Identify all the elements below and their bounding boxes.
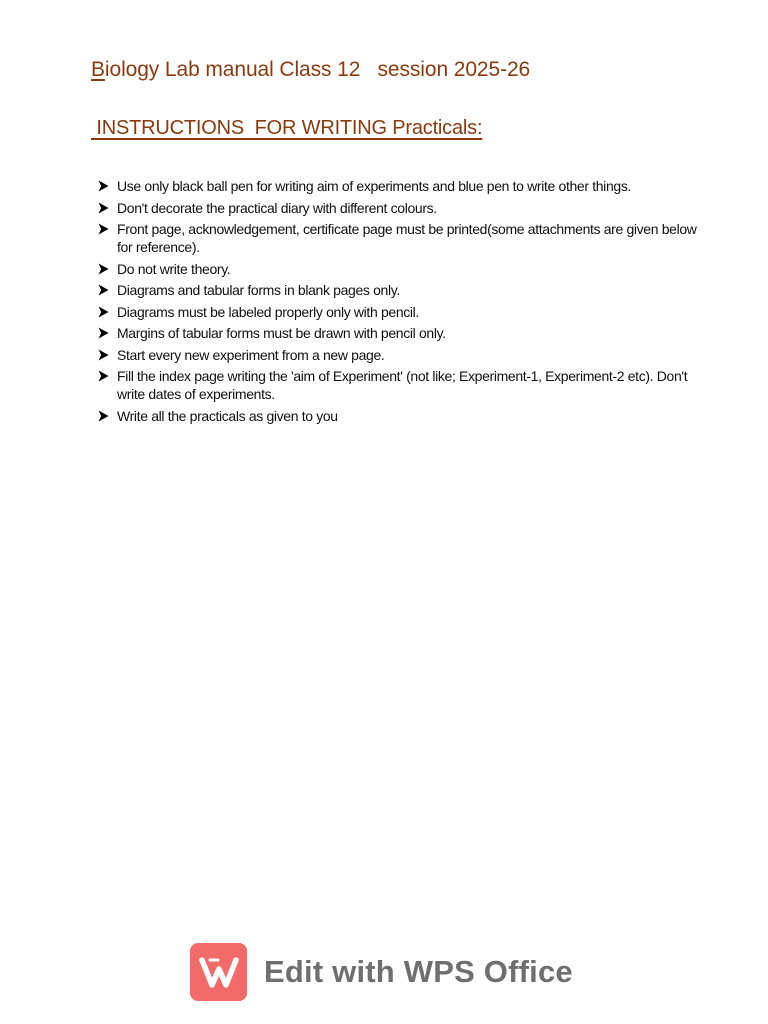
page-title-first-letter: B bbox=[91, 58, 105, 81]
list-item bbox=[98, 281, 703, 299]
instruction-text: Margins of tabular forms must be drawn with pencil only. bbox=[117, 325, 446, 341]
arrowhead-bullet-icon bbox=[98, 349, 109, 361]
list-item bbox=[98, 303, 703, 321]
arrowhead-bullet-icon bbox=[98, 223, 109, 235]
list-item bbox=[98, 220, 703, 256]
page-title-rest: iology Lab manual Class 12 session 2025-26 bbox=[104, 58, 531, 81]
list-item bbox=[98, 346, 703, 364]
wps-watermark[interactable] bbox=[190, 942, 573, 1002]
arrowhead-bullet-icon bbox=[98, 263, 109, 275]
list-item bbox=[98, 367, 703, 403]
instructions-heading: INSTRUCTIONS FOR WRITING Practicals: bbox=[91, 117, 483, 139]
watermark-text[interactable]: Edit with WPS Office bbox=[264, 954, 573, 989]
instruction-list bbox=[98, 177, 703, 428]
instruction-text: Fill the index page writing the 'aim of Experiment' (not like; Experiment-1, Experiment-2 etc). Don't write dates of experiments. bbox=[117, 368, 688, 402]
instruction-text: Front page, acknowledgement, certificate page must be printed(some attachments are given below for reference). bbox=[117, 221, 697, 255]
page-title bbox=[91, 58, 530, 82]
list-item bbox=[98, 260, 703, 278]
instruction-text: Do not write theory. bbox=[117, 260, 231, 277]
arrowhead-bullet-icon bbox=[98, 180, 109, 192]
list-item bbox=[98, 407, 703, 425]
arrowhead-bullet-icon bbox=[98, 327, 109, 339]
arrowhead-bullet-icon bbox=[98, 202, 109, 214]
instruction-text: Use only black ball pen for writing aim of experiments and blue pen to write other things. bbox=[117, 178, 632, 194]
instruction-text: Write all the practicals as given to you bbox=[117, 407, 338, 424]
list-item bbox=[98, 177, 703, 195]
instruction-text: Don't decorate the practical diary with different colours. bbox=[117, 199, 437, 216]
instruction-text: Diagrams must be labeled properly only with pencil. bbox=[117, 303, 419, 320]
arrowhead-bullet-icon bbox=[98, 284, 109, 296]
list-item bbox=[98, 199, 703, 217]
arrowhead-bullet-icon bbox=[98, 410, 109, 422]
instruction-text: Diagrams and tabular forms in blank pages only. bbox=[117, 282, 400, 298]
instruction-text: Start every new experiment from a new page. bbox=[117, 346, 385, 363]
arrowhead-bullet-icon bbox=[98, 370, 109, 382]
wps-logo-icon[interactable] bbox=[190, 943, 247, 1001]
list-item bbox=[98, 324, 703, 342]
arrowhead-bullet-icon bbox=[98, 306, 109, 318]
